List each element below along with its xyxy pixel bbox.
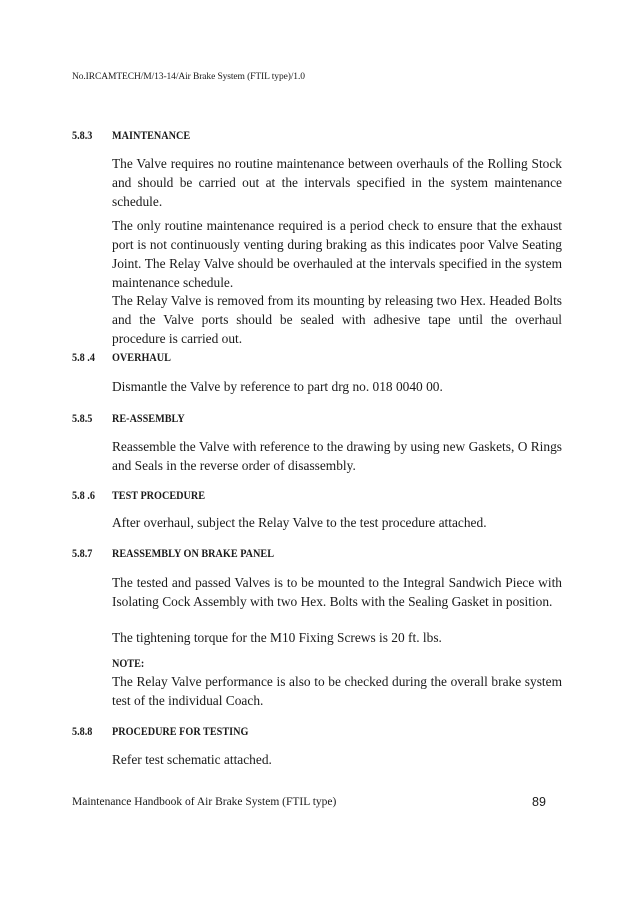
section-title: TEST PROCEDURE [112, 488, 206, 502]
section-title: REASSEMBLY ON BRAKE PANEL [112, 546, 275, 560]
section-number: 5.8.7 [72, 546, 93, 560]
section-title: MAINTENANCE [112, 128, 191, 142]
section-number: 5.8.3 [72, 128, 93, 142]
document-reference: No.IRCAMTECH/M/13-14/Air Brake System (FTIL type)/1.0 [72, 72, 305, 82]
footer-title: Maintenance Handbook of Air Brake System (FTIL type) [72, 796, 337, 808]
note-label: NOTE: [112, 656, 145, 670]
section-number: 5.8 .4 [72, 350, 95, 364]
section-title: OVERHAUL [112, 350, 171, 364]
page-number: 89 [532, 795, 546, 809]
section-number: 5.8.5 [72, 411, 93, 425]
note-text: The Relay Valve performance is also to be checked during the overall brake system test of the individual Coach. [112, 674, 562, 708]
section-number: 5.8 .6 [72, 488, 95, 502]
section-title: RE-ASSEMBLY [112, 411, 185, 425]
paragraph: The only routine maintenance required is a period check to ensure that the exhaust port is not continuously venting during braking as this indicates poor Valve Seating Joint. The Relay Valve should be overhauled at the intervals specified in the system maintenance schedule. [112, 218, 562, 290]
section-number: 5.8.8 [72, 724, 93, 738]
paragraph: Refer test schematic attached. [112, 752, 272, 767]
paragraph: Reassemble the Valve with reference to the drawing by using new Gaskets, O Rings and Seals in the reverse order of disassembly. [112, 439, 562, 473]
paragraph: The Relay Valve is removed from its mounting by releasing two Hex. Headed Bolts and the Valve ports should be sealed with adhesive tape until the overhaul procedure is carried out. [112, 293, 562, 346]
paragraph: The Valve requires no routine maintenance between overhauls of the Rolling Stock and should be carried out at the intervals specified in the system maintenance schedule. [112, 156, 562, 209]
paragraph: The tightening torque for the M10 Fixing Screws is 20 ft. lbs. [112, 630, 442, 645]
paragraph: The tested and passed Valves is to be mounted to the Integral Sandwich Piece with Isolating Cock Assembly with two Hex. Bolts with the Sealing Gasket in position. [112, 575, 562, 609]
paragraph: Dismantle the Valve by reference to part drg no. 018 0040 00. [112, 379, 443, 394]
section-title: PROCEDURE FOR TESTING [112, 724, 249, 738]
paragraph: After overhaul, subject the Relay Valve to the test procedure attached. [112, 515, 487, 530]
